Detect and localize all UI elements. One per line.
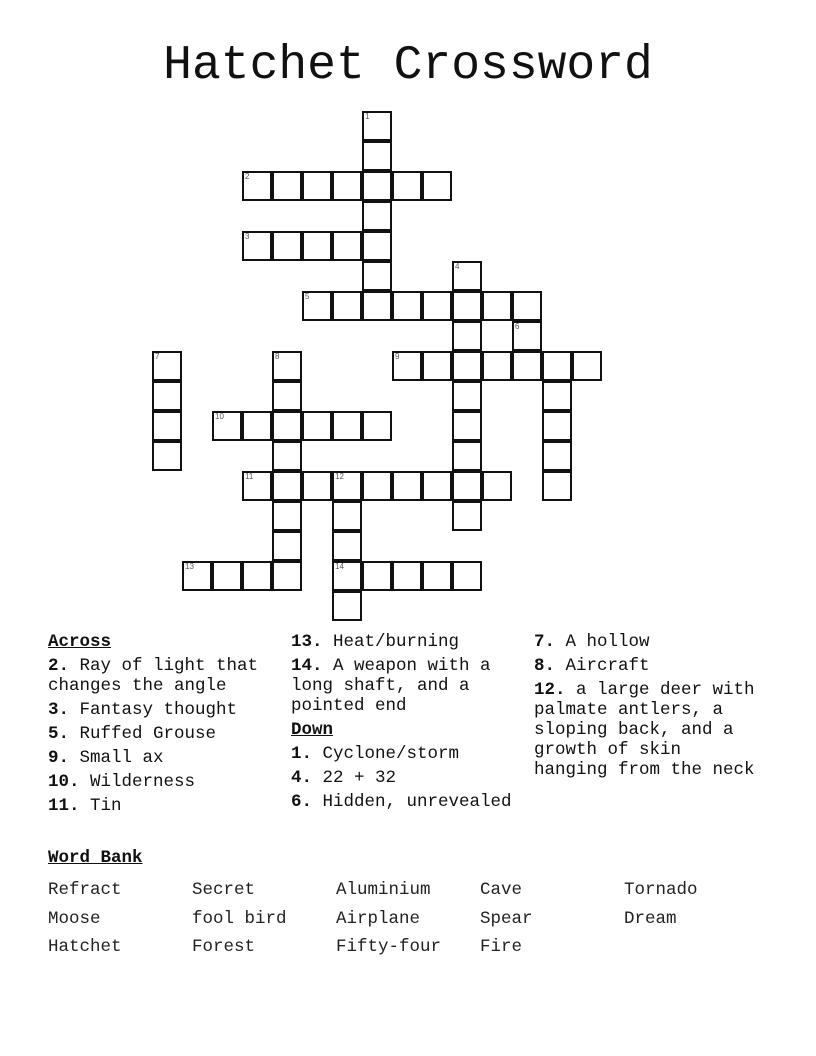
clue-number: 4 bbox=[455, 262, 460, 271]
across-clue-list bbox=[48, 656, 280, 816]
clue-text: Aircraft bbox=[555, 656, 650, 676]
grid-cell[interactable] bbox=[332, 231, 362, 261]
word-bank-word: Moose bbox=[48, 908, 101, 929]
grid-cell[interactable] bbox=[332, 531, 362, 561]
clue-number: 9 bbox=[395, 352, 400, 361]
grid-cell[interactable] bbox=[332, 591, 362, 621]
grid-cell[interactable] bbox=[332, 171, 362, 201]
grid-cell[interactable] bbox=[362, 171, 392, 201]
clue-number: 11 bbox=[245, 472, 254, 481]
grid-cell[interactable] bbox=[392, 471, 422, 501]
grid-cell[interactable] bbox=[452, 381, 482, 411]
grid-cell[interactable] bbox=[452, 291, 482, 321]
grid-cell[interactable] bbox=[302, 291, 332, 321]
clue-number: 6. bbox=[291, 792, 313, 812]
clue-number: 1. bbox=[291, 744, 313, 764]
clues-column-3 bbox=[534, 632, 764, 784]
clue-text: Tin bbox=[79, 796, 122, 816]
grid-cell[interactable] bbox=[482, 351, 512, 381]
word-bank-word: Hatchet bbox=[48, 937, 122, 957]
word-bank-word: Airplane bbox=[336, 908, 421, 929]
grid-cell[interactable] bbox=[152, 441, 182, 471]
down-clue-list bbox=[291, 744, 527, 812]
grid-cell[interactable] bbox=[392, 561, 422, 591]
clue-text: a large deer with palmate antlers, a sloping back, and a growth of skin hanging from the neck bbox=[534, 680, 755, 780]
clue-item bbox=[534, 656, 764, 676]
grid-cell[interactable] bbox=[152, 411, 182, 441]
word-bank-word: Spear bbox=[480, 908, 533, 929]
clue-number: 5 bbox=[305, 292, 310, 301]
clue-text: A weapon with a long shaft, and a pointed end bbox=[291, 656, 491, 716]
clue-number: 5. bbox=[48, 724, 70, 744]
clue-number: 12. bbox=[534, 680, 566, 700]
word-bank-word: Secret bbox=[192, 880, 256, 900]
grid-cell[interactable] bbox=[452, 441, 482, 471]
grid-cell[interactable] bbox=[452, 321, 482, 351]
grid-cell[interactable] bbox=[332, 411, 362, 441]
word-bank-word: Refract bbox=[48, 880, 122, 900]
word-bank-word bbox=[624, 933, 768, 962]
clue-item bbox=[291, 768, 527, 788]
clue-item bbox=[291, 792, 527, 812]
grid-cell[interactable] bbox=[362, 471, 392, 501]
clue-item bbox=[48, 656, 280, 696]
clue-number: 8. bbox=[534, 656, 556, 676]
grid-cell[interactable] bbox=[362, 411, 392, 441]
clue-item bbox=[534, 632, 764, 652]
clue-item bbox=[48, 724, 280, 744]
clue-item bbox=[48, 772, 280, 792]
grid-cell[interactable] bbox=[332, 291, 362, 321]
clue-number: 14 bbox=[335, 562, 344, 571]
grid-cell[interactable] bbox=[272, 561, 302, 591]
word-bank-word: Tornado bbox=[624, 880, 698, 900]
clue-item bbox=[291, 656, 527, 716]
clue-number: 13. bbox=[291, 632, 323, 652]
clue-number: 12 bbox=[335, 472, 344, 481]
grid-cell[interactable] bbox=[422, 291, 452, 321]
grid-cell[interactable] bbox=[512, 351, 542, 381]
grid-cell[interactable] bbox=[542, 471, 572, 501]
clue-text: Ruffed Grouse bbox=[69, 724, 217, 744]
clue-number: 14. bbox=[291, 656, 323, 676]
clue-text: Heat/burning bbox=[322, 632, 460, 652]
clue-number: 4. bbox=[291, 768, 313, 788]
grid-cell[interactable] bbox=[302, 231, 332, 261]
clue-text: Wilderness bbox=[79, 772, 196, 792]
clue-text: Small ax bbox=[69, 748, 164, 768]
clue-number: 13 bbox=[185, 562, 194, 571]
grid-cell[interactable] bbox=[272, 531, 302, 561]
clue-item bbox=[534, 680, 764, 780]
grid-cell[interactable] bbox=[362, 201, 392, 231]
word-bank-word: fool bird bbox=[192, 908, 287, 929]
clue-number: 3. bbox=[48, 700, 70, 720]
grid-cell[interactable] bbox=[542, 441, 572, 471]
clue-number: 9. bbox=[48, 748, 70, 768]
grid-cell[interactable] bbox=[452, 561, 482, 591]
grid-cell[interactable] bbox=[332, 561, 362, 591]
grid-cell[interactable] bbox=[272, 501, 302, 531]
grid-cell[interactable] bbox=[242, 231, 272, 261]
grid-cell[interactable] bbox=[482, 471, 512, 501]
grid-cell[interactable] bbox=[542, 381, 572, 411]
clue-number: 3 bbox=[245, 232, 250, 241]
grid-cell[interactable] bbox=[302, 171, 332, 201]
grid-cell[interactable] bbox=[362, 291, 392, 321]
grid-cell[interactable] bbox=[542, 351, 572, 381]
grid-cell[interactable] bbox=[452, 351, 482, 381]
grid-cell[interactable] bbox=[422, 171, 452, 201]
grid-cell[interactable] bbox=[272, 411, 302, 441]
clue-number: 7. bbox=[534, 632, 556, 652]
clue-text: Cyclone/storm bbox=[312, 744, 460, 764]
clue-text: A hollow bbox=[555, 632, 650, 652]
clue-item bbox=[48, 700, 280, 720]
grid-cell[interactable] bbox=[362, 561, 392, 591]
grid-cell[interactable] bbox=[272, 351, 302, 381]
clue-number: 6 bbox=[515, 322, 520, 331]
grid-cell[interactable] bbox=[542, 411, 572, 441]
clue-number: 8 bbox=[275, 352, 280, 361]
grid-cell[interactable] bbox=[452, 411, 482, 441]
grid-cell[interactable] bbox=[242, 561, 272, 591]
grid-cell[interactable] bbox=[272, 231, 302, 261]
grid-cell[interactable] bbox=[332, 471, 362, 501]
clue-number: 10. bbox=[48, 772, 80, 792]
clue-number: 2 bbox=[245, 172, 250, 181]
grid-cell[interactable] bbox=[572, 351, 602, 381]
clue-item bbox=[291, 744, 527, 764]
word-bank bbox=[48, 876, 768, 962]
grid-cell[interactable] bbox=[362, 231, 392, 261]
clue-number: 10 bbox=[215, 412, 224, 421]
word-bank-word: Fifty-four bbox=[336, 937, 442, 957]
grid-cell[interactable] bbox=[242, 411, 272, 441]
word-bank-word: Cave bbox=[480, 880, 523, 900]
grid-cell[interactable] bbox=[332, 501, 362, 531]
grid-cell[interactable] bbox=[482, 291, 512, 321]
grid-cell[interactable] bbox=[242, 471, 272, 501]
word-bank-word: Dream bbox=[624, 908, 677, 929]
grid-cell[interactable] bbox=[362, 111, 392, 141]
grid-cell[interactable] bbox=[362, 141, 392, 171]
grid-cell[interactable] bbox=[392, 291, 422, 321]
grid-cell[interactable] bbox=[512, 321, 542, 351]
clue-text: Fantasy thought bbox=[69, 700, 238, 720]
clue-text: Hidden, unrevealed bbox=[312, 792, 512, 812]
grid-cell[interactable] bbox=[152, 381, 182, 411]
word-bank-word: Aluminium bbox=[336, 880, 431, 900]
grid-cell[interactable] bbox=[512, 291, 542, 321]
grid-cell[interactable] bbox=[272, 471, 302, 501]
grid-cell[interactable] bbox=[272, 171, 302, 201]
grid-cell[interactable] bbox=[212, 411, 242, 441]
clue-item bbox=[291, 632, 527, 652]
grid-cell[interactable] bbox=[212, 561, 242, 591]
page-title: Hatchet Crossword bbox=[163, 39, 653, 93]
grid-cell[interactable] bbox=[152, 351, 182, 381]
grid-cell[interactable] bbox=[392, 351, 422, 381]
clue-item bbox=[48, 796, 280, 816]
across-header: Across bbox=[48, 632, 112, 652]
clues-column-1 bbox=[48, 632, 280, 820]
across-clue-list-continued bbox=[291, 632, 527, 716]
clues-column-2 bbox=[291, 632, 527, 816]
grid-cell[interactable] bbox=[452, 501, 482, 531]
grid-cell[interactable] bbox=[302, 411, 332, 441]
clue-number: 1 bbox=[365, 112, 370, 121]
clue-item bbox=[48, 748, 280, 768]
word-bank-title: Word Bank bbox=[48, 848, 143, 868]
grid-cell[interactable] bbox=[422, 561, 452, 591]
clue-number: 11. bbox=[48, 796, 80, 816]
down-clue-list-continued bbox=[534, 632, 764, 780]
grid-cell[interactable] bbox=[272, 381, 302, 411]
word-bank-word: Fire bbox=[480, 937, 523, 957]
grid-cell[interactable] bbox=[392, 171, 422, 201]
grid-cell[interactable] bbox=[422, 351, 452, 381]
word-bank-word: Forest bbox=[192, 937, 256, 957]
grid-cell[interactable] bbox=[452, 471, 482, 501]
grid-cell[interactable] bbox=[182, 561, 212, 591]
grid-cell[interactable] bbox=[422, 471, 452, 501]
grid-cell[interactable] bbox=[302, 471, 332, 501]
grid-cell[interactable] bbox=[362, 261, 392, 291]
clue-text: 22 + 32 bbox=[312, 768, 397, 788]
clue-number: 7 bbox=[155, 352, 160, 361]
clue-number: 2. bbox=[48, 656, 70, 676]
grid-cell[interactable] bbox=[452, 261, 482, 291]
grid-cell[interactable] bbox=[272, 441, 302, 471]
clue-text: Ray of light that changes the angle bbox=[48, 656, 259, 696]
down-header: Down bbox=[291, 720, 334, 740]
grid-cell[interactable] bbox=[242, 171, 272, 201]
